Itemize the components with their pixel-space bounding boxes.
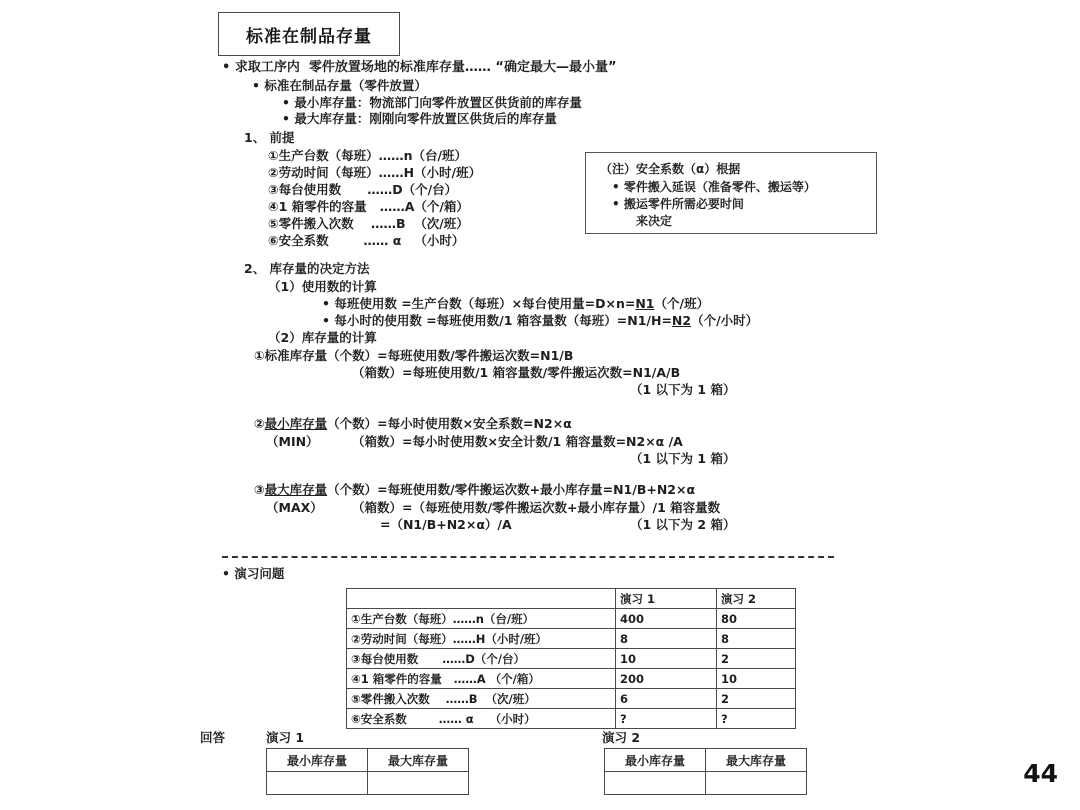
outline-level3-max: • 最大库存量：刚刚向零件放置区供货后的库存量 — [282, 111, 557, 126]
formula-min-stock-body: （个数）=每小时使用数×安全系数=N2×α — [327, 416, 572, 431]
answer-header-max: 最大库存量 — [706, 749, 807, 772]
table-cell-label: ②劳动时间（每班）……H（小时/班） — [347, 629, 616, 649]
formula-max-stock-simplified: =（N1/B+N2×α）/A — [380, 517, 512, 532]
answer-value-row[interactable] — [605, 772, 807, 795]
table-row — [347, 649, 796, 669]
usage-formula-per-shift-text: • 每班使用数 =生产台数（每班）×每台使用量=D×n= — [322, 296, 636, 311]
table-cell-ex2: 2 — [717, 649, 796, 669]
formula-max-stock-name: 最大库存量 — [264, 482, 328, 497]
answer-value-min[interactable] — [267, 772, 368, 795]
premise-item-4: ④1 箱零件的容量 ……A（个/箱） — [268, 199, 469, 214]
usage-formula-per-shift — [322, 296, 709, 311]
usage-formula-per-shift-unit: （个/班） — [654, 296, 710, 311]
table-cell-ex2: 8 — [717, 629, 796, 649]
table-header-ex1: 演习 1 — [616, 589, 717, 609]
premise-item-2: ②劳动时间（每班）……H（小时/班） — [268, 165, 482, 180]
formula-standard-stock-index: ① — [254, 348, 265, 363]
table-row — [347, 629, 796, 649]
formula-max-stock-index: ③ — [254, 482, 265, 497]
formula-min-stock-note: （1 以下为 1 箱） — [630, 451, 736, 466]
answer-header-min: 最小库存量 — [605, 749, 706, 772]
formula-standard-stock-name: 标准库存量 — [264, 348, 328, 363]
slide-title-box — [218, 12, 400, 56]
formula-max-stock-body: （个数）=每班使用数/零件搬运次数+最小库存量=N1/B+N2×α — [327, 482, 696, 497]
table-row — [347, 669, 796, 689]
table-cell-label: ⑥安全系数 …… α （小时） — [347, 709, 616, 729]
formula-max-stock-tag: （MAX） — [266, 500, 323, 515]
table-cell-label: ④1 箱零件的容量 ……A （个/箱） — [347, 669, 616, 689]
note-heading: （注）安全系数（α）根据 — [600, 162, 741, 176]
table-header-ex2: 演习 2 — [717, 589, 796, 609]
outline-level3-min: • 最小库存量：物流部门向零件放置区供货前的库存量 — [282, 95, 582, 110]
premise-item-6: ⑥安全系数 …… α （小时） — [268, 233, 465, 248]
table-cell-label: ③每台使用数 ……D（个/台） — [347, 649, 616, 669]
usage-formula-per-shift-result: N1 — [635, 296, 655, 311]
section2-heading: 2、 库存量的决定方法 — [244, 261, 370, 276]
page-title: 标准在制品存量 — [246, 26, 372, 47]
premise-item-3: ③每台使用数 ……D（个/台） — [268, 182, 458, 197]
exercise-parameters-table — [346, 588, 796, 729]
answer-value-max[interactable] — [368, 772, 469, 795]
usage-formula-per-hour — [322, 313, 758, 328]
answer-value-row[interactable] — [267, 772, 469, 795]
section2-sub1: （1）使用数的计算 — [268, 279, 377, 294]
answer-group1-title: 演习 1 — [266, 730, 305, 745]
table-cell-ex2: 2 — [717, 689, 796, 709]
answer-value-max[interactable] — [706, 772, 807, 795]
table-cell-ex2: 10 — [717, 669, 796, 689]
answer-group2-title: 演习 2 — [602, 730, 641, 745]
page-number: 44 — [1023, 759, 1058, 788]
table-cell-ex1: 200 — [616, 669, 717, 689]
exercise-label: • 演习问题 — [222, 566, 285, 581]
formula-max-stock-boxes: （箱数）=（每班使用数/零件搬运次数+最小库存量）/1 箱容量数 — [352, 500, 721, 515]
section2-sub2: （2）库存量的计算 — [268, 330, 377, 345]
answer-table-exercise1[interactable] — [266, 748, 469, 795]
formula-standard-stock-note: （1 以下为 1 箱） — [630, 382, 736, 397]
table-header-blank — [347, 589, 616, 609]
formula-min-stock-head — [254, 416, 572, 431]
formula-min-stock-tag: （MIN） — [266, 434, 319, 449]
note-tail: 来决定 — [636, 214, 673, 228]
answer-header-min: 最小库存量 — [267, 749, 368, 772]
formula-standard-stock-body: （个数）=每班使用数/零件搬运次数=N1/B — [327, 348, 574, 363]
table-cell-ex2: 80 — [717, 609, 796, 629]
table-header-row — [347, 589, 796, 609]
formula-min-stock-name: 最小库存量 — [264, 416, 328, 431]
formula-standard-stock-boxes: （箱数）=每班使用数/1 箱容量数/零件搬运次数=N1/A/B — [352, 365, 681, 380]
note-bullet-2: • 搬运零件所需必要时间 — [612, 197, 744, 211]
formula-min-stock-boxes: （箱数）=每小时使用数×安全计数/1 箱容量数=N2×α /A — [352, 434, 683, 449]
table-cell-label: ⑤零件搬入次数 ……B （次/班） — [347, 689, 616, 709]
table-cell-ex1: ? — [616, 709, 717, 729]
answer-table-exercise2[interactable] — [604, 748, 807, 795]
table-cell-ex1: 10 — [616, 649, 717, 669]
answer-header-row — [267, 749, 469, 772]
formula-standard-stock-head — [254, 348, 573, 363]
table-cell-ex1: 8 — [616, 629, 717, 649]
premise-item-1: ①生产台数（每班）……n（台/班） — [268, 148, 468, 163]
formula-min-stock-index: ② — [254, 416, 265, 431]
formula-max-stock-head — [254, 482, 695, 497]
table-row — [347, 689, 796, 709]
table-cell-label: ①生产台数（每班）……n（台/班） — [347, 609, 616, 629]
table-cell-ex1: 400 — [616, 609, 717, 629]
section1-heading: 1、 前提 — [244, 130, 295, 145]
formula-max-stock-note: （1 以下为 2 箱） — [630, 517, 736, 532]
answer-label: 回答 — [200, 730, 226, 745]
table-cell-ex2: ? — [717, 709, 796, 729]
usage-formula-per-hour-text: • 每小时的使用数 =每班使用数/1 箱容量数（每班）=N1/H= — [322, 313, 672, 328]
table-cell-ex1: 6 — [616, 689, 717, 709]
answer-header-row — [605, 749, 807, 772]
outline-level1: • 求取工序内 零件放置场地的标准库存量…… “确定最大—最小量” — [222, 60, 617, 75]
usage-formula-per-hour-unit: （个/小时） — [691, 313, 759, 328]
usage-formula-per-hour-result: N2 — [671, 313, 692, 328]
answer-value-min[interactable] — [605, 772, 706, 795]
table-row — [347, 709, 796, 729]
note-bullet-1: • 零件搬入延误（准备零件、搬运等） — [612, 180, 816, 194]
premise-item-5: ⑤零件搬入次数 ……B （次/班） — [268, 216, 469, 231]
answer-header-max: 最大库存量 — [368, 749, 469, 772]
table-row — [347, 609, 796, 629]
section-divider — [222, 556, 834, 558]
outline-level2: • 标准在制品存量（零件放置） — [252, 78, 427, 93]
